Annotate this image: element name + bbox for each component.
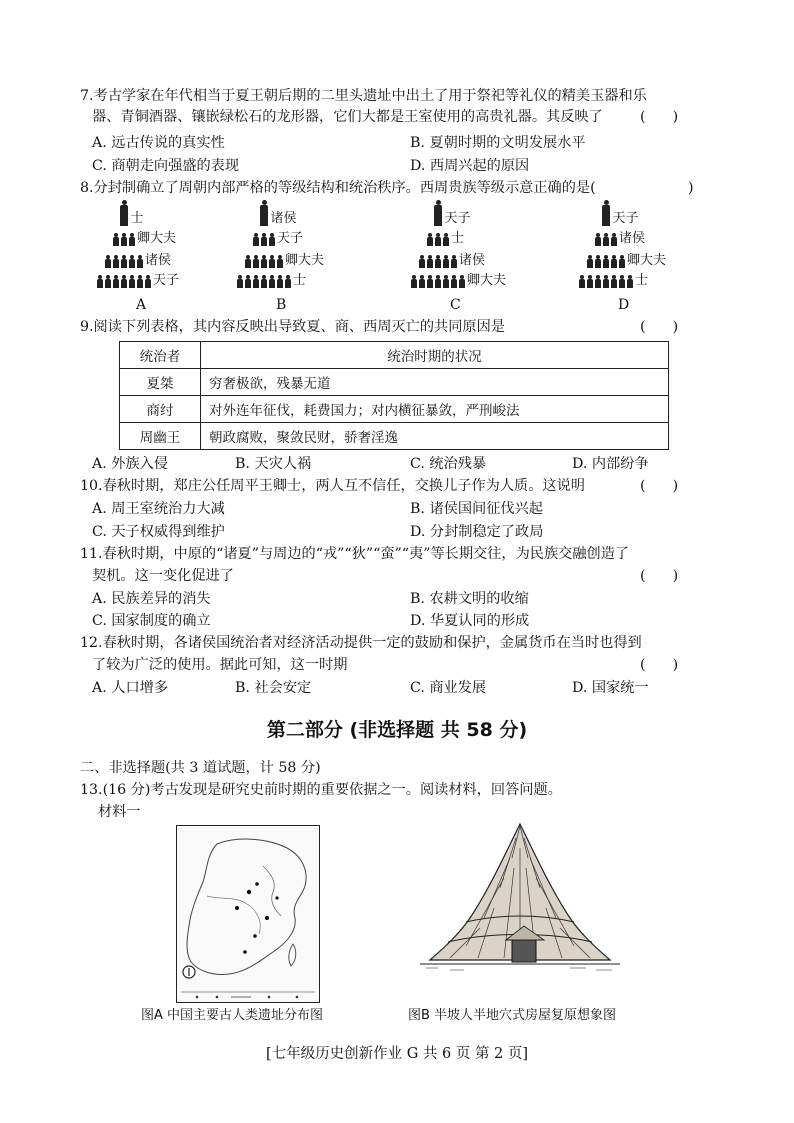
person-figure-icon [268, 275, 275, 288]
q11-option-c[interactable]: C. 国家制度的确立 [92, 613, 211, 629]
q9-answer-paren[interactable]: ( ) [640, 319, 679, 335]
person-figure-icon [112, 233, 119, 246]
person-figure-icon [236, 275, 243, 288]
q11-option-b[interactable]: B. 农耕文明的收缩 [410, 591, 529, 607]
q11-option-d[interactable]: D. 华夏认同的形成 [410, 613, 530, 629]
q12-stem-line2: 了较为广泛的使用。据此可知，这一时期 [92, 657, 348, 673]
person-figure-icon [434, 275, 441, 288]
q8-option-letter[interactable]: B [276, 297, 287, 313]
q10-answer-paren[interactable]: ( ) [640, 478, 679, 494]
table-cell: 夏桀 [120, 369, 201, 396]
table-row [120, 369, 669, 396]
hierarchy-label: 诸侯 [619, 231, 646, 246]
person-figure-icon [120, 255, 127, 268]
person-figure-icon [594, 233, 601, 246]
figure-a-caption: 图A 中国主要古人类遗址分布图 [141, 1008, 324, 1023]
china-map-icon [177, 826, 319, 1002]
table-cell: 商纣 [120, 396, 201, 423]
q7-option-c[interactable]: C. 商朝走向强盛的表现 [92, 158, 240, 174]
q10-option-c[interactable]: C. 天子权威得到维护 [92, 524, 225, 540]
person-figure-icon [426, 233, 433, 246]
q8-stem: 8.分封制确立了周朝内部严格的等级结构和统治秩序。西周贵族等级示意正确的是( [80, 180, 596, 196]
hierarchy-label: 天子 [277, 231, 304, 246]
person-figure-icon [276, 275, 283, 288]
person-figure-icon [442, 255, 449, 268]
person-figure-icon [458, 275, 465, 288]
person-figure-icon [626, 275, 633, 288]
hierarchy-row [244, 254, 324, 268]
hierarchy-label: 卿大夫 [627, 253, 667, 268]
person-figure-icon [252, 275, 259, 288]
q9-option-c[interactable]: C. 统治残暴 [410, 456, 487, 472]
person-figure-icon [128, 275, 135, 288]
person-figure-icon [586, 275, 593, 288]
person-figure-icon [276, 255, 283, 268]
section-two-heading: 二、非选择题(共 3 道试题，计 58 分) [80, 760, 321, 776]
hierarchy-row [252, 232, 303, 246]
q12-option-a[interactable]: A. 人口增多 [92, 680, 169, 696]
q8-option-letter[interactable]: C [450, 297, 461, 313]
hierarchy-row [426, 232, 464, 246]
person-figure-icon [410, 275, 417, 288]
hierarchy-row [418, 254, 485, 268]
person-figure-icon [259, 200, 269, 226]
hierarchy-row [578, 274, 648, 288]
hierarchy-label: 卿大夫 [467, 273, 507, 288]
q12-option-b[interactable]: B. 社会安定 [235, 680, 312, 696]
hierarchy-label: 诸侯 [459, 253, 486, 268]
person-figure-icon [104, 275, 111, 288]
person-figure-icon [442, 275, 449, 288]
person-figure-icon [610, 275, 617, 288]
q12-stem-line1: 12.春秋时期，各诸侯国统治者对经济活动提供一定的鼓励和保护，金属货币在当时也得到 [80, 635, 642, 651]
person-figure-icon [433, 200, 443, 226]
person-figure-icon [418, 255, 425, 268]
q9-option-b[interactable]: B. 天灾人祸 [235, 456, 312, 472]
hierarchy-label: 天子 [612, 211, 639, 226]
table-header: 统治者 [120, 342, 201, 369]
hierarchy-row [601, 200, 639, 226]
q8-answer-paren[interactable]: ) [688, 180, 694, 196]
person-figure-icon [136, 275, 143, 288]
material-one-label: 材料一 [98, 804, 141, 820]
q7-option-d[interactable]: D. 西周兴起的原因 [410, 158, 530, 174]
q11-stem-line2: 契机。这一变化促进了 [92, 568, 234, 584]
hierarchy-label: 士 [130, 211, 144, 226]
person-figure-icon [244, 275, 251, 288]
person-figure-icon [434, 233, 441, 246]
hierarchy-label: 天子 [153, 273, 180, 288]
part-two-title: 第二部分 (非选择题 共 58 分) [266, 719, 528, 741]
person-figure-icon [136, 255, 143, 268]
q12-answer-paren[interactable]: ( ) [640, 657, 679, 673]
person-figure-icon [120, 233, 127, 246]
hierarchy-row [433, 200, 471, 226]
table-row [120, 423, 669, 450]
table-header: 统治时期的状况 [201, 342, 669, 369]
person-figure-icon [260, 275, 267, 288]
hierarchy-label: 诸侯 [270, 211, 297, 226]
q7-answer-paren[interactable]: ( ) [640, 109, 679, 125]
q12-option-d[interactable]: D. 国家统一 [572, 680, 649, 696]
hierarchy-row [112, 232, 176, 246]
person-figure-icon [442, 233, 449, 246]
hierarchy-label: 士 [293, 273, 307, 288]
person-figure-icon [128, 233, 135, 246]
hierarchy-row [96, 274, 179, 288]
q7-option-b[interactable]: B. 夏朝时期的文明发展水平 [410, 135, 586, 151]
q9-option-a[interactable]: A. 外族入侵 [92, 456, 169, 472]
person-figure-icon [119, 200, 129, 226]
table-cell: 朝政腐败，聚敛民财，骄奢淫逸 [201, 423, 669, 450]
person-figure-icon [284, 275, 291, 288]
person-figure-icon [252, 233, 259, 246]
q10-option-d[interactable]: D. 分封制稳定了政局 [410, 524, 544, 540]
person-figure-icon [426, 275, 433, 288]
figure-b-caption: 图B 半坡人半地穴式房屋复原想象图 [408, 1008, 617, 1023]
person-figure-icon [594, 255, 601, 268]
person-figure-icon [450, 275, 457, 288]
hierarchy-label: 卿大夫 [137, 231, 177, 246]
person-figure-icon [618, 255, 625, 268]
person-figure-icon [128, 255, 135, 268]
hierarchy-label: 天子 [444, 211, 471, 226]
q8-option-letter[interactable]: A [136, 297, 147, 313]
q8-option-letter[interactable]: D [618, 297, 630, 313]
person-figure-icon [594, 275, 601, 288]
hierarchy-row [119, 200, 144, 226]
q9-stem: 9.阅读下列表格，其内容反映出导致夏、商、西周灭亡的共同原因是 [80, 319, 505, 335]
q11-stem-line1: 11.春秋时期，中原的“诸夏”与周边的“戎”“狄”“蛮”“夷”等长期交往，为民族交融创造了 [80, 546, 630, 562]
person-figure-icon [112, 275, 119, 288]
person-figure-icon [268, 233, 275, 246]
person-figure-icon [104, 255, 111, 268]
person-figure-icon [610, 255, 617, 268]
person-figure-icon [602, 275, 609, 288]
table-row [120, 396, 669, 423]
hierarchy-row [586, 254, 666, 268]
q10-option-b[interactable]: B. 诸侯国间征伐兴起 [410, 501, 543, 517]
person-figure-icon [260, 255, 267, 268]
q9-rulers-table [119, 341, 669, 450]
hierarchy-label: 诸侯 [145, 253, 172, 268]
q7-option-a[interactable]: A. 远古传说的真实性 [92, 135, 225, 151]
person-figure-icon [578, 275, 585, 288]
table-cell: 对外连年征伐，耗费国力；对内横征暴敛，严刑峻法 [201, 396, 669, 423]
hierarchy-row [410, 274, 506, 288]
person-figure-icon [618, 275, 625, 288]
q11-option-a[interactable]: A. 民族差异的消失 [92, 591, 211, 607]
person-figure-icon [602, 255, 609, 268]
person-figure-icon [120, 275, 127, 288]
person-figure-icon [610, 233, 617, 246]
person-figure-icon [586, 255, 593, 268]
person-figure-icon [144, 275, 151, 288]
page-footer: [七年级历史创新作业 G 共 6 页 第 2 页] [265, 1046, 529, 1062]
q10-option-a[interactable]: A. 周王室统治力大减 [92, 501, 225, 517]
hierarchy-row [259, 200, 297, 226]
table-cell: 穷奢极欲，残暴无道 [201, 369, 669, 396]
person-figure-icon [426, 255, 433, 268]
q9-option-d[interactable]: D. 内部纷争 [572, 456, 649, 472]
person-figure-icon [96, 275, 103, 288]
person-figure-icon [252, 255, 259, 268]
person-figure-icon [418, 275, 425, 288]
table-cell: 周幽王 [120, 423, 201, 450]
person-figure-icon [601, 200, 611, 226]
hierarchy-label: 士 [635, 273, 649, 288]
q13-stem: 13.(16 分)考古发现是研究史前时期的重要依据之一。阅读材料，回答问题。 [80, 782, 562, 798]
hierarchy-label: 卿大夫 [285, 253, 325, 268]
person-figure-icon [112, 255, 119, 268]
q12-option-c[interactable]: C. 商业发展 [410, 680, 487, 696]
person-figure-icon [434, 255, 441, 268]
hierarchy-label: 士 [451, 231, 465, 246]
person-figure-icon [260, 233, 267, 246]
hierarchy-row [104, 254, 171, 268]
table-header-row [120, 342, 669, 369]
person-figure-icon [244, 255, 251, 268]
hierarchy-row [236, 274, 306, 288]
person-figure-icon [602, 233, 609, 246]
figure-b-hut-drawing [420, 818, 620, 998]
q10-stem: 10.春秋时期，郑庄公任周平王卿士，两人互不信任，交换儿子作为人质。这说明 [80, 478, 585, 494]
q7-stem-line2: 器、青铜酒器、镶嵌绿松石的龙形器，它们大都是王室使用的高贵礼器。其反映了 [92, 109, 603, 125]
thatched-hut-icon [420, 818, 620, 998]
hierarchy-row [594, 232, 645, 246]
person-figure-icon [450, 255, 457, 268]
person-figure-icon [268, 255, 275, 268]
q7-stem-line1: 7.考古学家在年代相当于夏王朝后期的二里头遗址中出土了用于祭祀等礼仪的精美玉器和乐 [80, 88, 647, 104]
q11-answer-paren[interactable]: ( ) [640, 568, 679, 584]
figure-a-map [176, 825, 320, 1003]
